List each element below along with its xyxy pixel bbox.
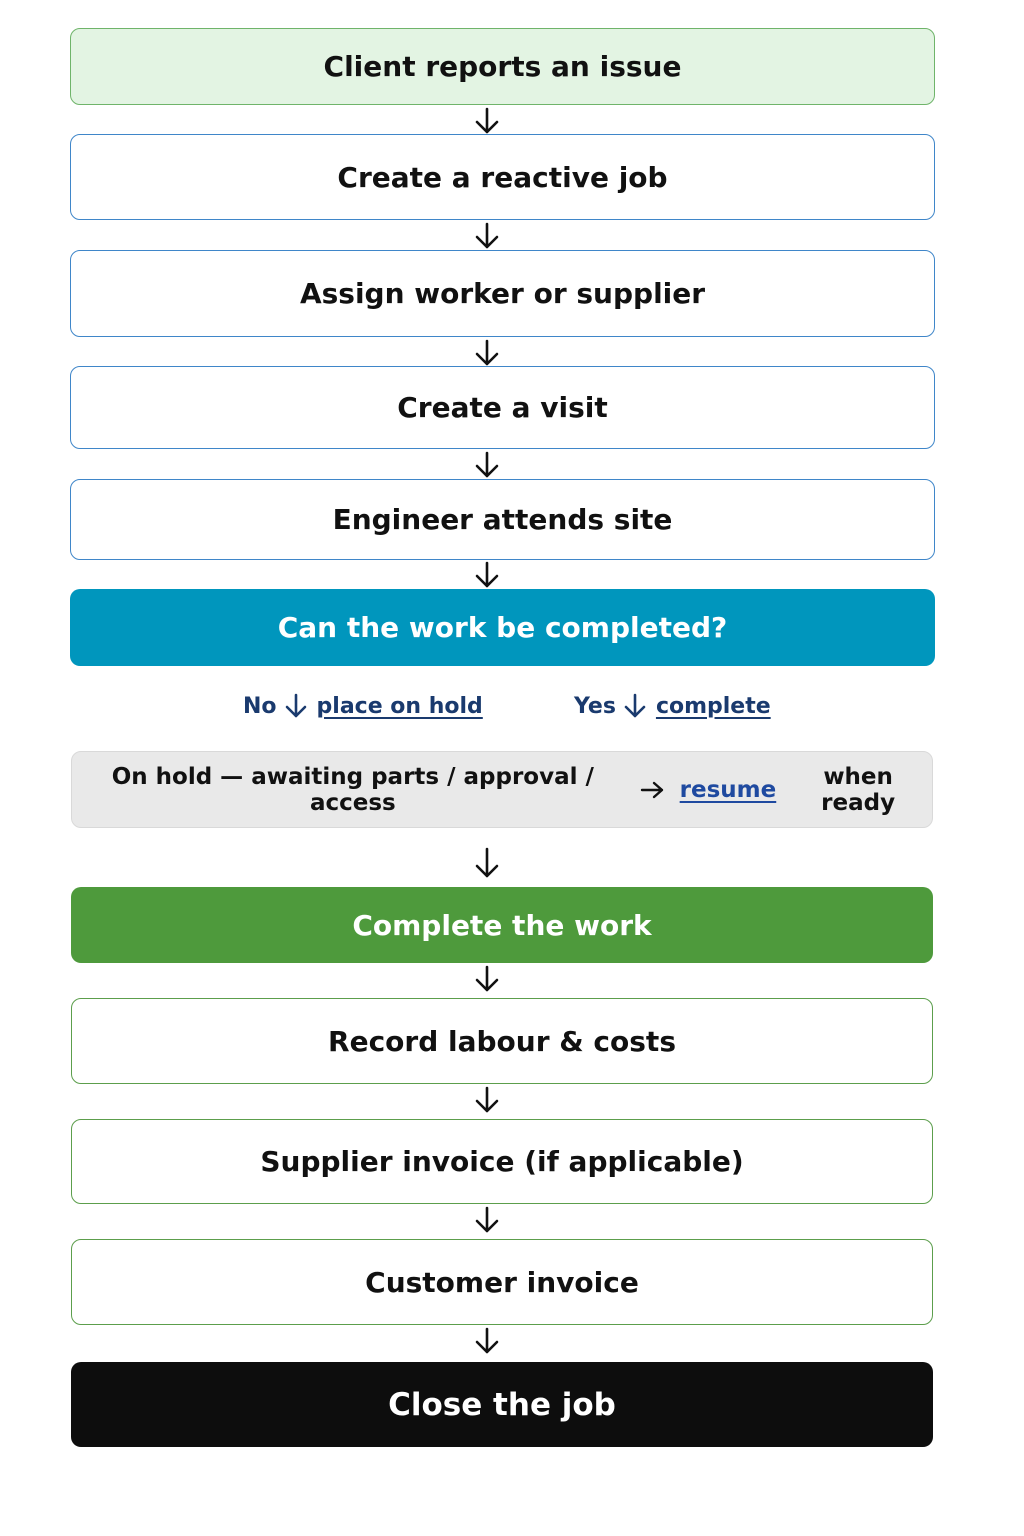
step-label: Customer invoice	[365, 1265, 639, 1299]
step-close-the-job	[71, 1362, 933, 1447]
branch-no	[243, 688, 483, 724]
step-label: Record labour & costs	[328, 1024, 676, 1058]
step-label: Engineer attends site	[332, 503, 673, 536]
down-arrow-icon	[472, 846, 502, 880]
on-hold-suffix: when ready	[821, 763, 896, 816]
step-label: Create a reactive job	[337, 160, 668, 194]
down-arrow-icon	[472, 964, 502, 994]
step-customer-invoice	[71, 1239, 933, 1325]
decision-can-work-be-completed	[70, 589, 935, 666]
complete-link[interactable]: complete	[655, 693, 771, 719]
start-step-client-reports-issue	[70, 28, 935, 105]
step-assign-worker-or-supplier	[70, 250, 935, 337]
down-arrow-icon	[472, 1085, 502, 1115]
branch-yes-label: Yes	[574, 693, 616, 719]
down-arrow-icon	[472, 338, 502, 368]
step-record-labour-and-costs	[71, 998, 933, 1084]
down-arrow-icon	[472, 560, 502, 590]
step-engineer-attends-site	[70, 479, 935, 560]
step-label: Close the job	[388, 1386, 616, 1423]
on-hold-panel	[71, 751, 933, 828]
decision-label: Can the work be completed?	[277, 611, 728, 644]
step-complete-the-work	[71, 887, 933, 963]
step-label: Supplier invoice (if applicable)	[260, 1145, 744, 1178]
step-supplier-invoice	[71, 1119, 933, 1204]
right-arrow-icon	[640, 780, 666, 800]
on-hold-text: On hold — awaiting parts / approval / access	[111, 763, 594, 816]
step-label: Create a visit	[397, 391, 608, 424]
step-create-visit	[70, 366, 935, 449]
down-arrow-icon	[472, 1326, 502, 1356]
step-label: Assign worker or supplier	[299, 277, 706, 310]
branch-yes	[574, 688, 771, 724]
down-arrow-icon	[472, 106, 502, 136]
place-on-hold-link[interactable]: place on hold	[316, 693, 483, 719]
branch-no-label: No	[243, 693, 277, 719]
step-label: Complete the work	[352, 908, 652, 942]
down-arrow-icon	[472, 450, 502, 480]
down-arrow-icon	[622, 692, 648, 720]
down-arrow-icon	[283, 692, 309, 720]
resume-link[interactable]: resume	[679, 776, 777, 803]
start-step-label: Client reports an issue	[323, 50, 682, 83]
down-arrow-icon	[472, 1205, 502, 1235]
step-create-reactive-job	[70, 134, 935, 220]
down-arrow-icon	[472, 221, 502, 251]
